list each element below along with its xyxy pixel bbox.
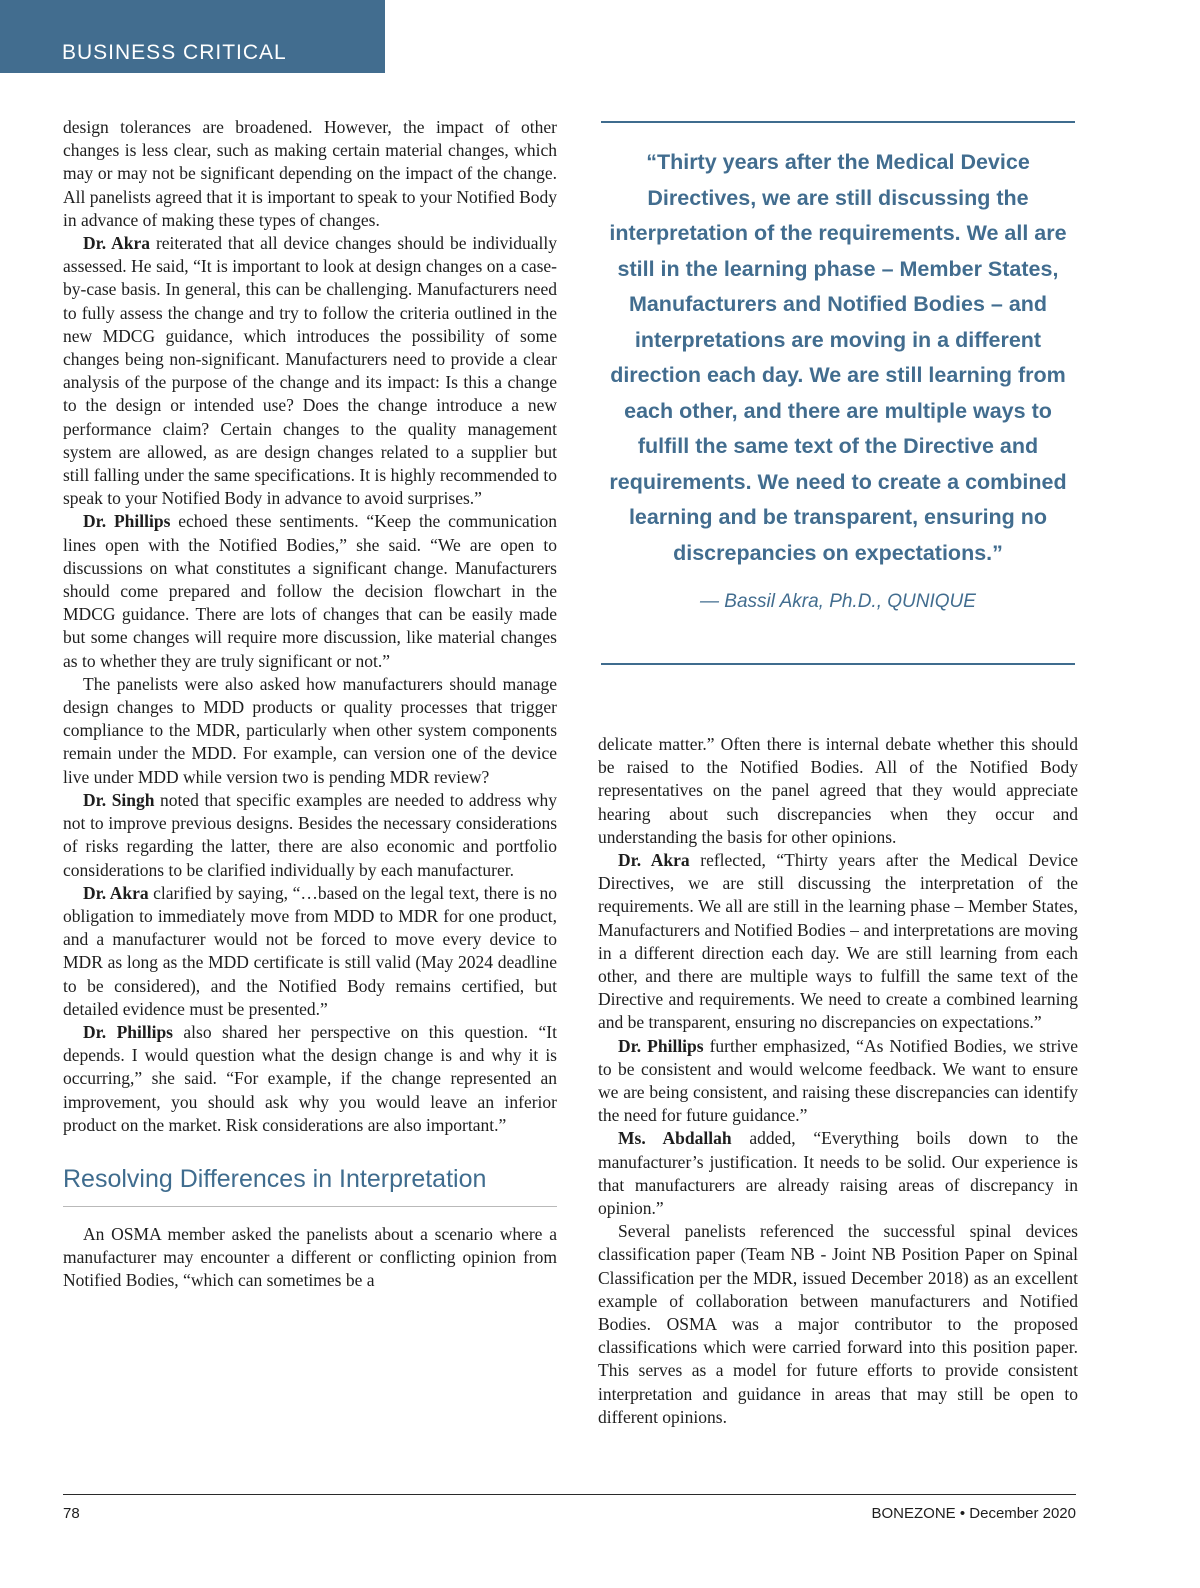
- body-paragraph: [598, 849, 1078, 1035]
- paragraph-text: noted that specific examples are needed to address why not to improve previous designs. Besides the necessary considerations of risks regarding the latter, there are also economic and portfolio considerations to be clarified individually by each manufacturer.: [63, 789, 557, 880]
- section-label: BUSINESS CRITICAL: [62, 41, 287, 64]
- body-paragraph: [63, 510, 557, 672]
- publication-info: BONEZONE • December 2020: [871, 1505, 1076, 1522]
- speaker-name: Dr. Akra: [83, 233, 151, 254]
- pull-quote-text: “Thirty years after the Medical Device Directives, we are still discussing the interpretation of the requirements. We all are still in the learning phase – Member States, Manufacturers and Notified Bodies – and interpretations are moving in a different direction each day. We are still learning from each other, and there are multiple ways to fulfill the same text of the Directive and requirements. We need to create a combined learning and be transparent, ensuring no discrepancies on expectations.”: [609, 150, 1067, 565]
- speaker-name: Ms. Abdallah: [618, 1128, 732, 1149]
- speaker-name: Dr. Akra: [83, 882, 149, 903]
- section-banner: [0, 0, 385, 73]
- body-paragraph: The panelists were also asked how manufacturers should manage design changes to MDD products or quality processes that trigger compliance to the MDR, particularly when other system components remain under the MDD. For example, can version one of the device live under MDD while version two is pending MDR review?: [63, 673, 557, 787]
- paragraph-text: reflected, “Thirty years after the Medical Device Directives, we are still discussing the interpretation of the requirements. We all are still in the learning phase – Member States, Manufacturers and Notified Bodies – and interpretations are moving in a different direction each day. We are still learning from each other, and there are multiple ways to fulfill the same text of the Directive and requirements. We need to create a combined learning and be transparent, ensuring no discrepancies on expectations.”: [598, 850, 1078, 1033]
- paragraph-text: also shared her perspective on this question. “It depends. I would question what the design change is and why it is occurring,” she said. “For example, if the change represented an improvement, you should ask why you would leave an inferior product on the market. Risk considerations are also important.”: [63, 1021, 558, 1135]
- body-paragraph: [63, 789, 557, 882]
- speaker-name: Dr. Phillips: [618, 1035, 704, 1056]
- paragraph-text: echoed these sentiments. “Keep the communication lines open with the Notified Bodies,” she said. “We are open to discussions on what constitutes a significant change. Manufacturers should come prepared and follow the decision flowchart in the MDCG guidance. There are lots of changes that can be easily made but some changes will require more discussion, like material changes as to whether they are truly significant or not.”: [63, 511, 558, 671]
- paragraph-text: added, “Everything boils down to the manufacturer’s justification. It needs to be solid. Our experience is that manufacturers are already raising areas of discrepancy in opinion.”: [598, 1128, 1078, 1219]
- pull-quote-attribution: — Bassil Akra, Ph.D., QUNIQUE: [700, 591, 976, 612]
- paragraph-text: clarified by saying, “…based on the legal text, there is no obligation to immediately move from MDD to MDR for one product, and a manufacturer would not be forced to move every device to MDR as long as the MDD certificate is still valid (May 2024 deadline to be considered), and the Notified Body remains certified, but detailed evidence must be presented.”: [63, 882, 557, 1019]
- body-paragraph: [63, 232, 557, 510]
- right-column: [598, 733, 1078, 1429]
- page-number: 78: [63, 1505, 80, 1522]
- speaker-name: Dr. Phillips: [83, 1021, 173, 1042]
- speaker-name: Dr. Phillips: [83, 511, 171, 532]
- paragraph-text: reiterated that all device changes should be individually assessed. He said, “It is important to look at design changes on a case-by-case basis. In general, this can be challenging. Manufacturers need to fully assess the change and try to follow the criteria outlined in the new MDCG guidance, which introduces the possibility of some changes being non-significant. Manufacturers need to provide a clear analysis of the purpose of the change and its impact: Is this a change to the design or intended use? Does the change introduce a new performance claim? Certain changes to the quality management system are allowed, as are design changes related to a supplier but still falling under the same specifications. It is highly recommended to speak to your Notified Body in advance to avoid surprises.”: [63, 233, 557, 509]
- body-paragraph: [598, 1035, 1078, 1128]
- body-paragraph: design tolerances are broadened. However, the impact of other changes is less clear, such as making certain material changes, which may or may not be significant depending on the impact of the change. All panelists agreed that it is important to speak to your Notified Body in advance of making these types of changes.: [63, 117, 557, 230]
- body-paragraph: [598, 1127, 1078, 1220]
- body-paragraph: [63, 1021, 557, 1137]
- section-heading: Resolving Differences in Interpretation: [63, 1164, 557, 1207]
- speaker-name: Dr. Akra: [618, 850, 690, 871]
- body-paragraph: An OSMA member asked the panelists about a scenario where a manufacturer may encounter a different or conflicting opinion from Notified Bodies, “which can sometimes be a: [63, 1223, 557, 1291]
- speaker-name: Dr. Singh: [83, 789, 155, 810]
- body-paragraph: [63, 882, 557, 1021]
- footer-divider: [63, 1494, 1076, 1495]
- left-column: [63, 116, 557, 1293]
- body-paragraph: Several panelists referenced the successful spinal devices classification paper (Team NB - Joint NB Position Paper on Spinal Classification per the MDR, issued December 2018) as an excellent example of collaboration between manufacturers and Notified Bodies. OSMA was a major contributor to the proposed classifications which were carried forward into this position paper. This serves as a model for future efforts to provide consistent interpretation and guidance in areas that may still be open to different opinions.: [598, 1221, 1078, 1427]
- pull-quote: [601, 121, 1075, 665]
- body-paragraph: delicate matter.” Often there is internal debate whether this should be raised to the Notified Bodies. All of the Notified Body representatives on the panel agreed that they would appreciate hearing about such discrepancies when they occur and understanding the basis for other opinions.: [598, 734, 1078, 847]
- paragraph-text: further emphasized, “As Notified Bodies, we strive to be consistent and would welcome feedback. We want to ensure we are being consistent, and raising these discrepancies can identify the need for future guidance.”: [598, 1035, 1078, 1126]
